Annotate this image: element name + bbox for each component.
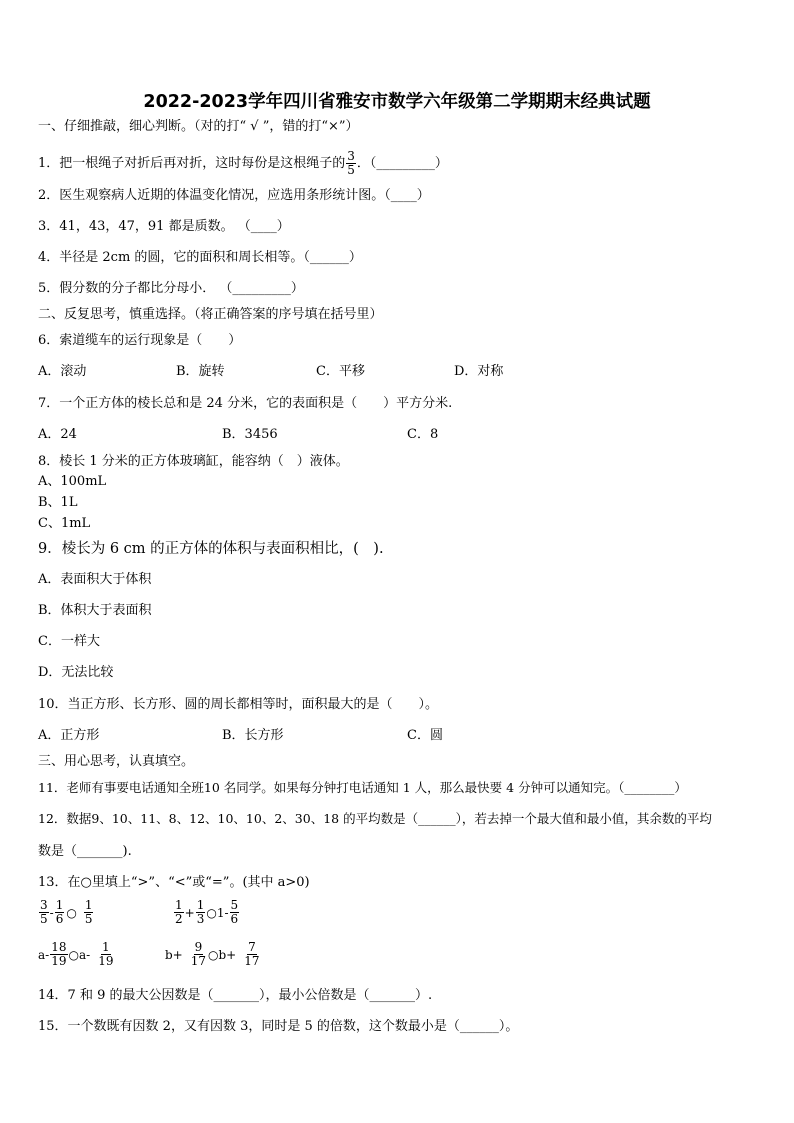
section-1-heading: 一、仔细推敲，细心判断。（对的打“ √ ”，错的打“×”） (38, 119, 359, 134)
option-b: B．旋转 (176, 364, 225, 379)
option-a: A．滚动 (38, 364, 87, 379)
question-2: 2．医生观察病人近期的体温变化情况，应选用条形统计图。（____） (38, 188, 430, 203)
question-13: 13．在○里填上“>”、“<”或“=”。(其中 a>0) (38, 875, 310, 890)
option-b: B．3456 (222, 427, 278, 442)
comparison-circle[interactable]: ○1- (206, 905, 229, 920)
question-12-line-2: 数是（_______). (38, 844, 132, 859)
fraction: $\frac{1}{2}$ (175, 898, 183, 926)
fraction: $\frac{1}{19}$ (98, 940, 114, 968)
option-c: C．圆 (407, 728, 443, 743)
option-d: D．对称 (454, 364, 504, 379)
fraction: $\frac{1}{6}$ (55, 898, 64, 926)
question-14: 14．7 和 9 的最大公因数是（_______），最小公倍数是（_______）. (38, 988, 433, 1003)
question-5: 5．假分数的分子都比分母小． （_________） (38, 281, 304, 296)
option-b: B、1L (38, 495, 78, 510)
question-1-text: 1．把一根绳子对折后再对折，这时每份是这根绳子的 (38, 155, 346, 171)
question-3: 3．41，43，47，91 都是质数。 （____） (38, 219, 290, 234)
comparison-circle[interactable]: ○a- (68, 947, 91, 962)
comparison-expression-4: b+ $\frac{9}{17}$ ○b+ $\frac{7}{17}$ (165, 940, 260, 968)
comparison-expression-3: a- $\frac{18}{19}$ ○a- $\frac{1}{19}$ (38, 940, 114, 968)
page-title: 2022-2023学年四川省雅安市数学六年级第二学期期末经典试题 (143, 92, 651, 112)
option-a: A、100mL (38, 474, 107, 489)
fraction: $\frac{7}{17}$ (244, 940, 260, 968)
question-11: 11．老师有事要电话通知全班10 名同学。如果每分钟打电话通知 1 人，那么最快要 4 分钟可以通知完。（________） (38, 780, 687, 795)
option-a: A．24 (38, 427, 77, 442)
comparison-circle[interactable]: ○b+ (208, 947, 237, 962)
section-2-heading: 二、反复思考，慎重选择。（将正确答案的序号填在括号里） (38, 307, 383, 322)
question-7: 7．一个正方体的棱长总和是 24 分米，它的表面积是（ ）平方分米. (38, 396, 453, 411)
question-1-blank: ．（_________） (356, 155, 448, 171)
question-10: 10．当正方形、长方形、圆的周长都相等时，面积最大的是（ ）。 (38, 697, 439, 712)
option-a: A．正方形 (38, 728, 100, 743)
section-3-heading: 三、用心思考，认真填空。 (38, 754, 195, 769)
option-c: C．平移 (316, 364, 365, 379)
comparison-expression-2: $\frac{1}{2}$ + $\frac{1}{3}$ ○1- $\frac{5}{6}$ (175, 898, 239, 926)
option-c: C．8 (407, 427, 439, 442)
fraction: $\frac{9}{17}$ (190, 940, 207, 968)
comparison-expression-1: $\frac{3}{5}$ - $\frac{1}{6}$ ○ $\frac{1}{5}$ (40, 898, 93, 926)
fraction: $\frac{3}{5}$ (347, 149, 355, 177)
fraction: $\frac{3}{5}$ (40, 898, 48, 926)
fraction: $\frac{18}{19}$ (51, 940, 67, 968)
question-8: 8．棱长 1 分米的正方体玻璃缸，能容纳（ ）液体。 (38, 454, 349, 469)
fraction: $\frac{1}{3}$ (196, 898, 205, 926)
question-12-line-1: 12．数据9、10、11、8、12、10、10、2、30、18 的平均数是（______），若去掉一个最大值和最小值，其余数的平均 (38, 811, 712, 826)
fraction: $\frac{1}{5}$ (84, 898, 93, 926)
option-a: A．表面积大于体积 (38, 572, 152, 587)
question-9: 9．棱长为 6 cm 的正方体的体积与表面积相比，( ). (38, 541, 384, 557)
option-b: B．体积大于表面积 (38, 603, 152, 618)
option-b: B．长方形 (222, 728, 284, 743)
question-6: 6．索道缆车的运行现象是（ ） (38, 333, 242, 348)
question-1 (38, 150, 448, 177)
comparison-circle[interactable]: ○ (66, 905, 77, 920)
question-4: 4．半径是 2cm 的圆，它的面积和周长相等。（______） (38, 250, 362, 265)
fraction: $\frac{5}{6}$ (230, 898, 239, 926)
option-d: D．无法比较 (38, 665, 114, 680)
question-15: 15．一个数既有因数 2，又有因数 3，同时是 5 的倍数，这个数最小是（______）。 (38, 1019, 519, 1034)
option-c: C、1mL (38, 516, 91, 531)
option-c: C．一样大 (38, 634, 100, 649)
